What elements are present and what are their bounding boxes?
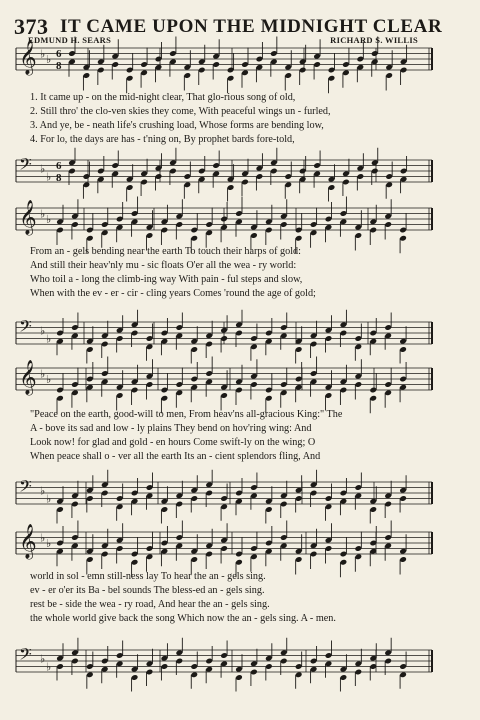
- lyrics-block-2: [30, 245, 430, 301]
- author-credit: EDMUND H. SEARS: [28, 35, 112, 45]
- flat-icon: ♭: [46, 170, 52, 184]
- lyric-line: Who toil a - long the climb-ing way With pain - ful steps and slow,: [30, 274, 303, 285]
- time-signature-top: 6: [56, 48, 62, 60]
- lyrics-block-1: [30, 91, 430, 147]
- time-signature-bottom: 8: [56, 60, 62, 72]
- hymn-number: 373: [14, 14, 49, 39]
- flat-icon: ♭: [40, 47, 46, 61]
- bass-clef-icon: 𝄢: [19, 316, 32, 340]
- treble-clef-icon: 𝄞: [19, 524, 37, 559]
- bass-clef-icon: 𝄢: [19, 644, 32, 668]
- flat-icon: ♭: [40, 162, 46, 176]
- lyric-line: rest be - side the wea - ry road, And hear the an - gels sing.: [30, 599, 270, 610]
- composer-credit: RICHARD S. WILLIS: [330, 35, 418, 45]
- treble-clef-icon: 𝄞: [19, 200, 37, 235]
- lyric-line: When peace shall o - ver all the earth Its an - cient splendors fling, And: [30, 451, 321, 462]
- lyric-line: A - bove its sad and low - ly plains They bend on hov'ring wing: And: [30, 423, 312, 434]
- lyric-line: world in sol - emn still-ness lay To hear the an - gels sing.: [30, 571, 266, 582]
- bass-clef-icon: 𝄢: [19, 154, 32, 178]
- lyric-line: And still their heav'nly mu - sic floats O'er all the wea - ry world:: [30, 260, 297, 271]
- lyrics-block-3: [30, 408, 430, 464]
- lyric-line: From an - gels bending near the earth To touch their harps of gold:: [30, 246, 301, 257]
- time-signature-bottom: 8: [56, 172, 62, 184]
- lyric-line: 2. Still thro' the clo-ven skies they come, With peaceful wings un - furled,: [30, 106, 331, 117]
- time-signature-top: 6: [56, 160, 62, 172]
- lyric-line: the whole world give back the song Which now the an - gels sing. A - men.: [30, 613, 336, 624]
- flat-icon: ♭: [40, 484, 46, 498]
- flat-icon: ♭: [40, 652, 46, 666]
- treble-clef-icon: 𝄞: [19, 360, 37, 395]
- flat-icon: ♭: [46, 537, 52, 550]
- flat-icon: ♭: [40, 531, 46, 545]
- lyric-line: "Peace on the earth, good-will to men, From heav'ns all-gracious King:" The: [30, 409, 343, 420]
- hymn-title: IT CAME UPON THE MIDNIGHT CLEAR: [60, 16, 443, 37]
- flat-icon: ♭: [46, 373, 52, 386]
- flat-icon: ♭: [46, 660, 52, 674]
- flat-icon: ♭: [40, 324, 46, 338]
- flat-icon: ♭: [46, 332, 52, 346]
- lyrics-block-4: [30, 570, 430, 626]
- lyric-line: Look now! for glad and gold - en hours Come swift-ly on the wing; O: [30, 437, 316, 448]
- lyric-line: 4. For lo, the days are has - t'ning on, By prophet bards fore-told,: [30, 134, 295, 145]
- flat-icon: ♭: [40, 367, 46, 381]
- lyric-line: ev - er o'er its Ba - bel sounds The bless-ed an - gels sing.: [30, 585, 265, 596]
- treble-clef-icon: 𝄞: [19, 40, 37, 75]
- flat-icon: ♭: [40, 207, 46, 221]
- flat-icon: ♭: [46, 492, 52, 506]
- lyric-line: When with the ev - er - cir - cling years Comes 'round the age of gold;: [30, 288, 316, 299]
- flat-icon: ♭: [46, 213, 52, 226]
- flat-icon: ♭: [46, 53, 52, 66]
- lyric-line: 1. It came up - on the mid-night clear, That glo-rious song of old,: [30, 92, 296, 103]
- lyric-line: 3. And ye, be - neath life's crushing load, Whose forms are bending low,: [30, 120, 324, 131]
- bass-clef-icon: 𝄢: [19, 476, 32, 500]
